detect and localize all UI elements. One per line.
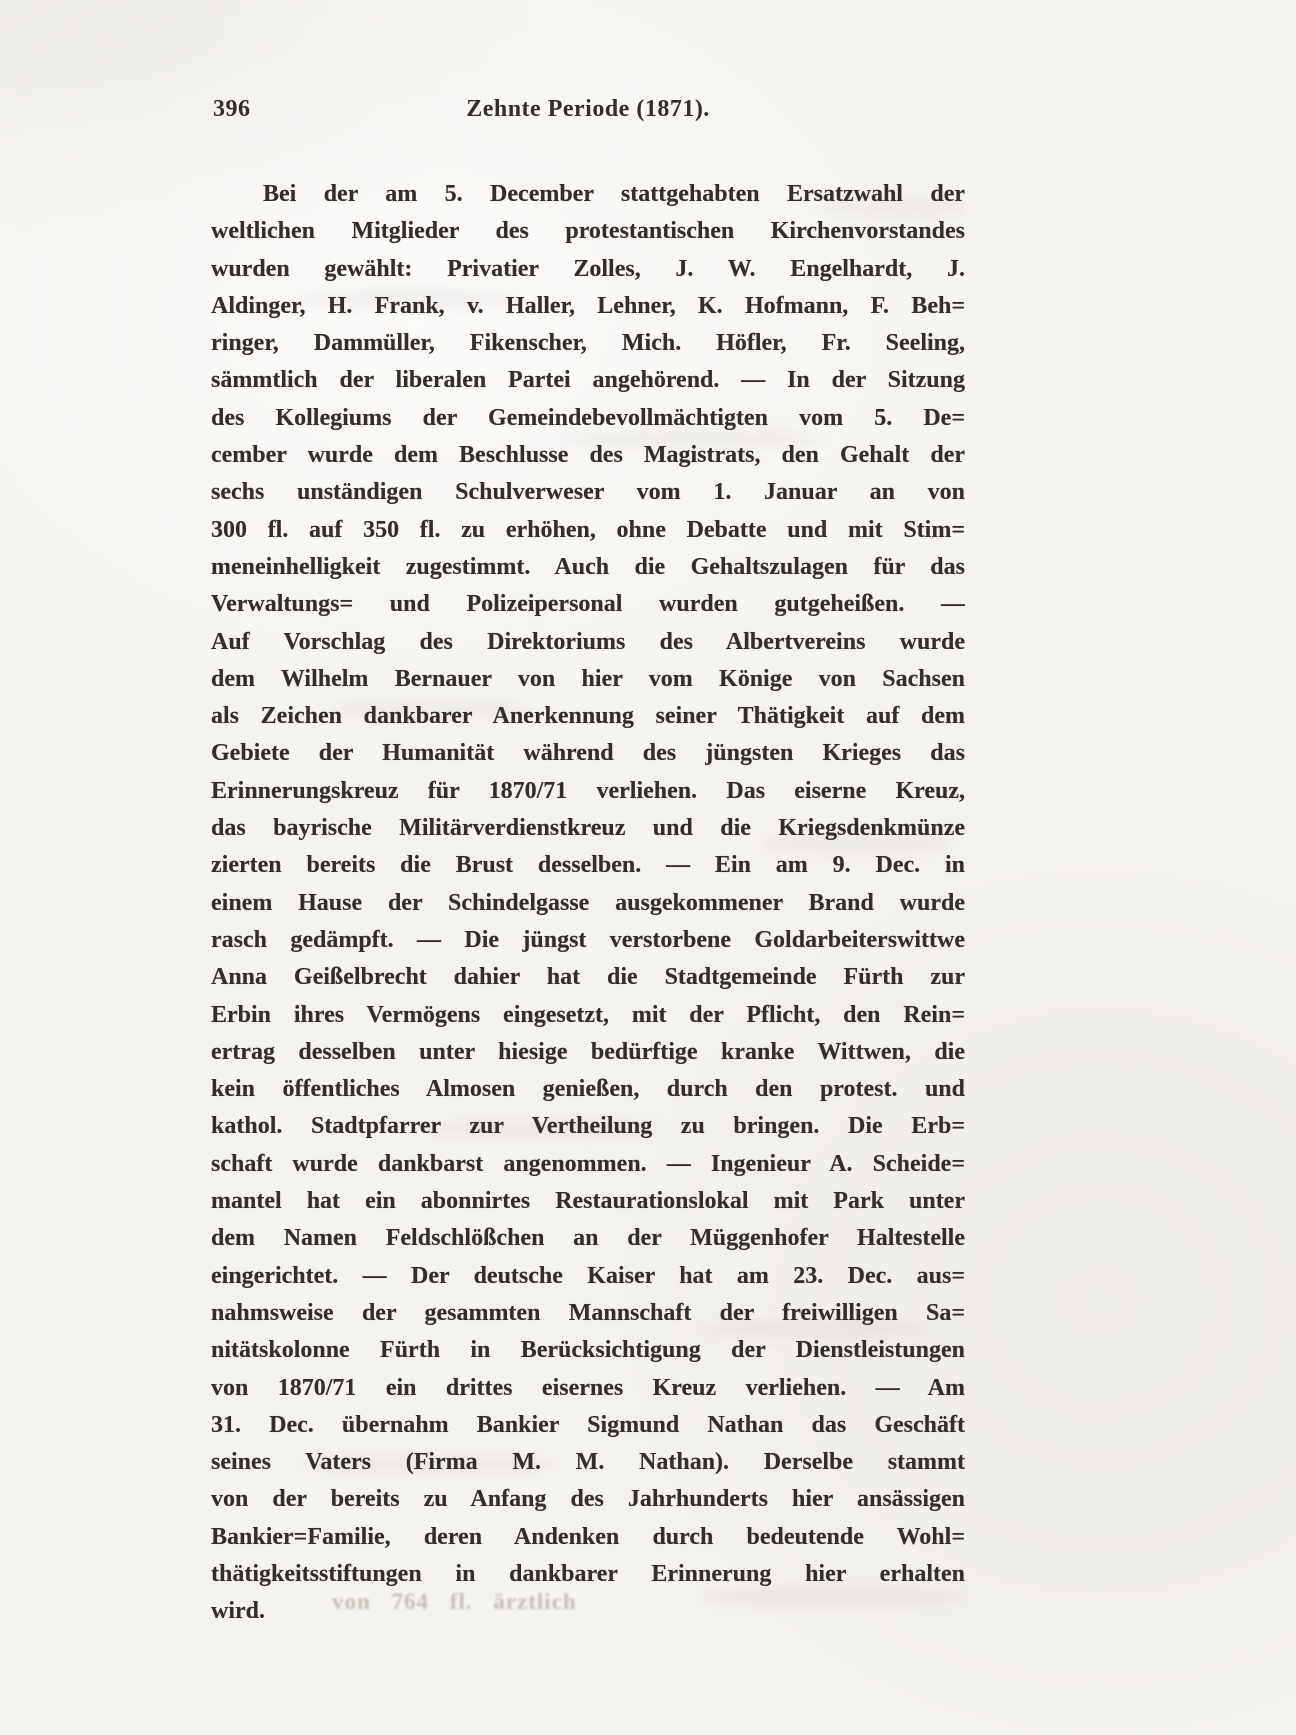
text-line: cember wurde dem Beschlusse des Magistrats, den Gehalt der (211, 442, 965, 469)
text-line: Bankier=Familie, deren Andenken durch bedeutende Wohl= (211, 1523, 965, 1550)
bleedthrough-artifact (300, 290, 520, 308)
text-line: thätigkeitsstiftungen in dankbarer Erinnerung hier erhalten (211, 1560, 965, 1587)
text-line: Anna Geißelbrecht dahier hat die Stadtgemeinde Fürth zur (211, 964, 965, 991)
bleedthrough-artifact (420, 1120, 660, 1138)
text-line: eingerichtet. — Der deutsche Kaiser hat am 23. Dec. aus= (211, 1262, 965, 1289)
bleedthrough-text: von 764 fl. ärztlich (332, 1589, 577, 1614)
text-line: wird. (211, 1598, 265, 1625)
text-line: des Kollegiums der Gemeindebevollmächtigten vom 5. De= (211, 404, 965, 431)
text-line: sechs unständigen Schulverweser vom 1. Januar an von (211, 479, 965, 506)
running-header-title: Zehnte Periode (1871). (466, 96, 710, 122)
text-line: kathol. Stadtpfarrer zur Vertheilung zu bringen. Die Erb= (211, 1113, 965, 1140)
text-line: nahmsweise der gesammten Mannschaft der freiwilligen Sa= (211, 1299, 965, 1326)
text-line: das bayrische Militärverdienstkreuz und die Kriegsdenkmünze (211, 815, 965, 842)
text-line: schaft wurde dankbarst angenommen. — Ingenieur A. Scheide= (211, 1150, 965, 1177)
bleedthrough-artifact (820, 198, 970, 218)
text-line: Verwaltungs= und Polizeipersonal wurden gutgeheißen. — (211, 591, 965, 618)
text-line: 31. Dec. übernahm Bankier Sigmund Nathan das Geschäft (211, 1411, 965, 1438)
text-line: rasch gedämpft. — Die jüngst verstorbene Goldarbeiterswittwe (211, 926, 965, 953)
text-line: Auf Vorschlag des Direktoriums des Albertvereins wurde (211, 628, 965, 655)
text-line: wurden gewählt: Privatier Zolles, J. W. Engelhardt, J. (211, 255, 965, 282)
bleedthrough-artifact (560, 430, 820, 448)
page-number: 396 (213, 96, 251, 122)
text-line: weltlichen Mitglieder des protestantischen Kirchenvorstandes (211, 218, 965, 245)
text-line: zierten bereits die Brust desselben. — Ein am 9. Dec. in (211, 852, 965, 879)
body-paragraph (211, 176, 965, 1631)
bleedthrough-artifact (700, 1586, 965, 1608)
text-line: Bei der am 5. December stattgehabten Ersatzwahl der (263, 181, 965, 207)
text-line: von der bereits zu Anfang des Jahrhunderts hier ansässigen (211, 1486, 965, 1513)
text-line: kein öffentliches Almosen genießen, durch den protest. und (211, 1076, 965, 1103)
text-line: einem Hause der Schindelgasse ausgekommener Brand wurde (211, 889, 965, 916)
bleedthrough-artifact (330, 700, 530, 718)
text-line: ringer, Dammüller, Fikenscher, Mich. Höfler, Fr. Seeling, (211, 330, 965, 357)
text-line: meneinhelligkeit zugestimmt. Auch die Gehaltszulagen für das (211, 553, 965, 580)
text-line: dem Namen Feldschlößchen an der Müggenhofer Haltestelle (211, 1225, 965, 1252)
text-line: Erinnerungskreuz für 1870/71 verliehen. Das eiserne Kreuz, (211, 777, 965, 804)
bleedthrough-artifact (700, 1320, 930, 1338)
text-line: als Zeichen dankbarer Anerkennung seiner Thätigkeit auf dem (211, 703, 965, 730)
text-line: seines Vaters (Firma M. M. Nathan). Derselbe stammt (211, 1449, 965, 1476)
text-line: nitätskolonne Fürth in Berücksichtigung der Dienstleistungen (211, 1337, 965, 1364)
bleedthrough-artifact (760, 835, 950, 853)
text-line: von 1870/71 ein drittes eisernes Kreuz verliehen. — Am (211, 1374, 965, 1401)
text-line: 300 fl. auf 350 fl. zu erhöhen, ohne Debatte und mit Stim= (211, 516, 965, 543)
text-line: sämmtlich der liberalen Partei angehörend. — In der Sitzung (211, 367, 965, 394)
text-line: Aldinger, H. Frank, v. Haller, Lehner, K. Hofmann, F. Beh= (211, 292, 965, 319)
text-line: Gebiete der Humanität während des jüngsten Krieges das (211, 740, 965, 767)
text-line: mantel hat ein abonnirtes Restaurationslokal mit Park unter (211, 1188, 965, 1215)
page-header (211, 96, 965, 130)
bleedthrough-artifact (300, 1455, 560, 1473)
text-line: Erbin ihres Vermögens eingesetzt, mit der Pflicht, den Rein= (211, 1001, 965, 1028)
text-line: dem Wilhelm Bernauer von hier vom Könige von Sachsen (211, 665, 965, 692)
text-line: ertrag desselben unter hiesige bedürftige kranke Wittwen, die (211, 1038, 965, 1065)
